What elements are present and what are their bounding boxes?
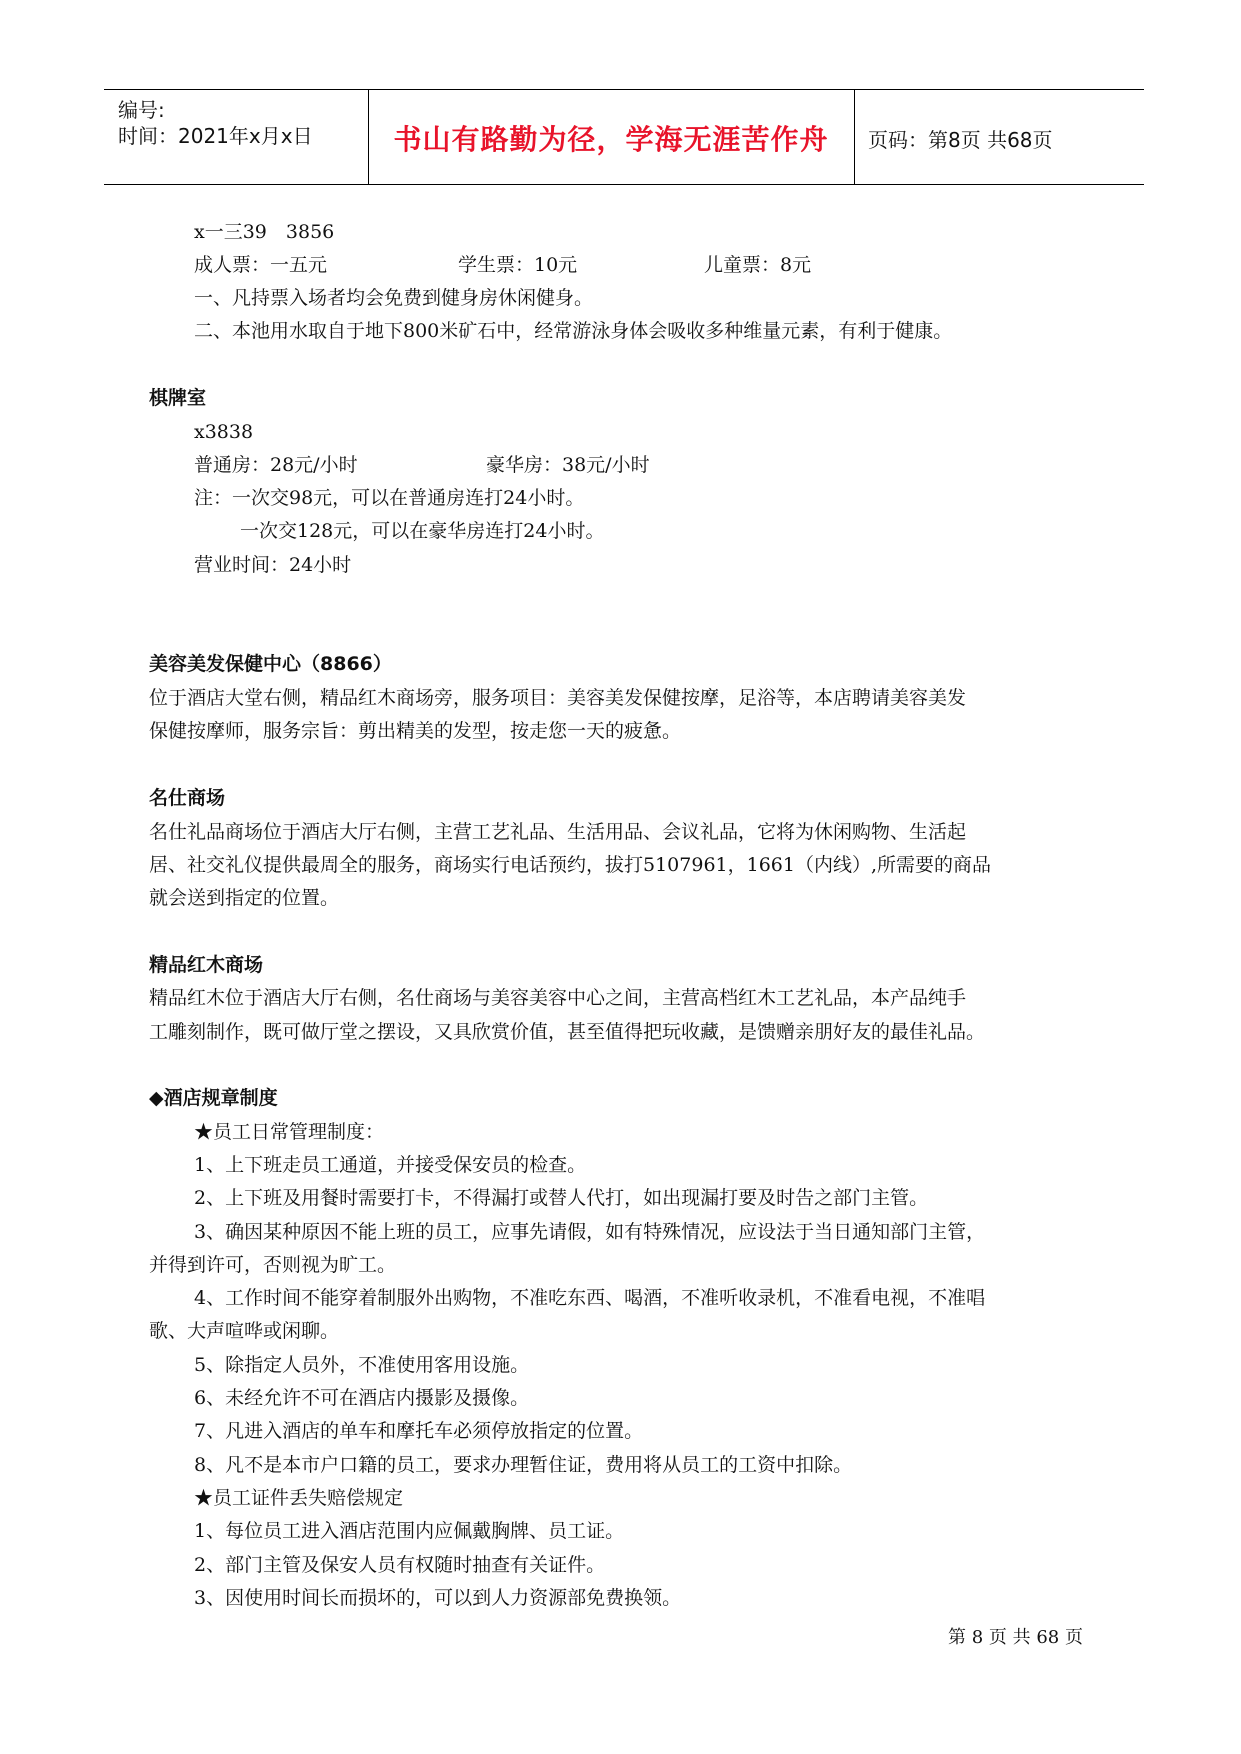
rule-3b: 并得到许可，否则视为旷工。	[149, 1254, 397, 1276]
chess-note-1: 注：一次交98元，可以在普通房连打24小时。	[194, 487, 585, 509]
beauty-line-1: 位于酒店大堂右侧，精品红木商场旁，服务项目：美容美发保健按摩，足浴等，本店聘请美容美发	[149, 687, 967, 709]
header-page-cell	[854, 90, 1144, 184]
page-header	[104, 89, 1144, 185]
header-meta-cell	[104, 90, 369, 184]
rule-3a: 3、确因某种原因不能上班的员工，应事先请假，如有特殊情况，应设法于当日通知部门主管，	[194, 1221, 986, 1243]
chess-luxury-price: 豪华房：38元/小时	[486, 454, 650, 476]
rule-8: 8、凡不是本市户口籍的员工，要求办理暂住证，费用将从员工的工资中扣除。	[194, 1454, 853, 1476]
mingshi-line-3: 就会送到指定的位置。	[149, 887, 340, 909]
pool-note-1: 一、凡持票入场者均会免费到健身房休闲健身。	[194, 287, 594, 309]
header-motto: 书山有路勤为径，学海无涯苦作舟	[393, 123, 829, 156]
rules-daily-title: ★员工日常管理制度：	[194, 1121, 385, 1143]
page-footer-number: 第 8 页 共 68 页	[948, 1627, 1083, 1648]
chess-hours: 营业时间：24小时	[194, 554, 352, 576]
pool-student-ticket: 学生票：10元	[458, 254, 578, 276]
pool-phone: x一三39 3856	[194, 221, 335, 243]
rule-6: 6、未经允许不可在酒店内摄影及摄像。	[194, 1387, 530, 1409]
chess-note-2: 一次交128元，可以在豪华房连打24小时。	[240, 520, 605, 542]
mingshi-title: 名仕商场	[149, 787, 226, 809]
pool-child-ticket: 儿童票：8元	[704, 254, 812, 276]
chess-normal-price: 普通房：28元/小时	[194, 454, 358, 476]
pool-adult-ticket: 成人票：一五元	[194, 254, 328, 276]
pool-note-2: 二、本池用水取自于地下800米矿石中，经常游泳身体会吸收多种维量元素，有利于健康。	[194, 320, 953, 342]
rule-5: 5、除指定人员外，不准使用客用设施。	[194, 1354, 530, 1376]
redwood-line-1: 精品红木位于酒店大厅右侧，名仕商场与美容美容中心之间，主营高档红木工艺礼品，本产品纯手	[149, 987, 967, 1009]
rules-title: ◆酒店规章制度	[149, 1087, 278, 1109]
mingshi-line-2: 居、社交礼仪提供最周全的服务，商场实行电话预约，拔打5107961，1661（内线）,所需要的商品	[149, 854, 992, 876]
header-motto-cell	[368, 90, 855, 184]
redwood-title: 精品红木商场	[149, 954, 264, 976]
rule-2: 2、上下班及用餐时需要打卡，不得漏打或替人代打，如出现漏打要及时告之部门主管。	[194, 1187, 929, 1209]
rule-4a: 4、工作时间不能穿着制服外出购物，不准吃东西、喝酒，不准听收录机，不准看电视，不准唱	[194, 1287, 986, 1309]
lost-rule-1: 1、每位员工进入酒店范围内应佩戴胸牌、员工证。	[194, 1520, 625, 1542]
document-number: 编号:	[118, 98, 165, 122]
chess-phone: x3838	[194, 421, 254, 443]
rules-lost-title: ★员工证件丢失赔偿规定	[194, 1487, 404, 1509]
beauty-title: 美容美发保健中心（8866）	[149, 653, 392, 675]
rule-4b: 歌、大声喧哗或闲聊。	[149, 1320, 340, 1342]
chess-title: 棋牌室	[149, 387, 207, 409]
rule-1: 1、上下班走员工通道，并接受保安员的检查。	[194, 1154, 587, 1176]
redwood-line-2: 工雕刻制作，既可做厅堂之摆设，又具欣赏价值，甚至值得把玩收藏，是馈赠亲朋好友的最佳礼品。	[149, 1021, 986, 1043]
mingshi-line-1: 名仕礼品商场位于酒店大厅右侧，主营工艺礼品、生活用品、会议礼品，它将为休闲购物、生活起	[149, 821, 967, 843]
rule-7: 7、凡进入酒店的单车和摩托车必须停放指定的位置。	[194, 1420, 644, 1442]
document-time: 时间：2021年x月x日	[118, 124, 313, 148]
header-page-code: 页码：第8页 共68页	[868, 128, 1053, 152]
lost-rule-2: 2、部门主管及保安人员有权随时抽查有关证件。	[194, 1554, 606, 1576]
beauty-line-2: 保健按摩师，服务宗旨：剪出精美的发型，按走您一天的疲惫。	[149, 720, 682, 742]
lost-rule-3: 3、因使用时间长而损坏的，可以到人力资源部免费换领。	[194, 1587, 682, 1609]
